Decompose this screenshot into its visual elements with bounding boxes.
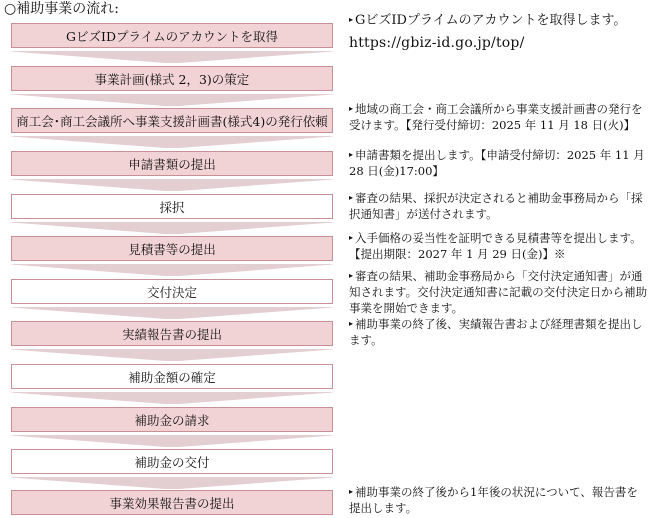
step-label: 商工会･商工会議所へ事業支援計画書(様式4)の発行依頼 (16, 113, 328, 129)
note-text: GビズIDプライムのアカウントを取得します。 (355, 13, 627, 28)
step-label: 補助金の請求 (134, 412, 210, 428)
bullet-icon: ▸ (349, 233, 354, 242)
note-estimate (349, 230, 649, 262)
step-grant-decision (11, 279, 333, 304)
step-label: 実績報告書の提出 (121, 326, 222, 342)
down-arrow-icon (11, 392, 333, 404)
note-text: 補助事業の終了後、実績報告書および経理書類を提出します。 (349, 317, 643, 347)
note-text: 地域の商工会・商工会議所から事業支援計画書の発行を受けます。【発行受付締切：2025 年 11 月 18 日(火)】 (349, 102, 643, 132)
step-amount-confirmation (11, 364, 333, 389)
down-arrow-icon (11, 307, 333, 319)
gbiz-url-link[interactable]: https://gbiz-id.go.jp/top/ (349, 35, 525, 51)
step-label: 交付決定 (146, 284, 197, 300)
step-support-plan-request (11, 108, 333, 133)
down-arrow-icon (11, 51, 333, 63)
down-arrow-icon (11, 179, 333, 191)
note-plan-request (349, 101, 649, 133)
step-label: 補助金の交付 (134, 454, 210, 470)
step-label: 事業効果報告書の提出 (109, 495, 235, 511)
step-grant-request (11, 407, 333, 432)
note-report (349, 316, 649, 348)
down-arrow-icon (11, 222, 333, 234)
step-business-plan (11, 66, 333, 91)
bullet-icon: ▸ (349, 104, 354, 113)
bullet-icon: ▸ (349, 150, 354, 159)
bullet-icon: ▸ (349, 319, 354, 328)
bullet-icon: ▸ (349, 15, 354, 24)
note-text: 申請書類を提出します。【申請受付締切：2025 年 11 月 28 日(金)17:00】 (349, 148, 645, 178)
note-gbiz (349, 9, 649, 54)
step-grant-payment (11, 449, 333, 474)
step-gbiz-account (11, 23, 333, 48)
step-label: 申請書類の提出 (128, 156, 216, 172)
note-text: 審査の結果、補助金事務局から「交付決定通知書」が通知されます。交付決定通知書に記載の交付決定日から補助事業を開始できます。 (349, 269, 648, 315)
step-label: 採択 (159, 199, 185, 215)
note-text: 審査の結果、採択が決定されると補助金事務局から「採択通知書」が送付されます。 (349, 191, 643, 221)
page-heading: ○補助事業の流れ: (4, 1, 119, 17)
note-adoption (349, 190, 649, 222)
step-label: 補助金額の確定 (128, 369, 216, 385)
step-performance-report (11, 321, 333, 346)
note-effect-report (349, 484, 649, 516)
down-arrow-icon (11, 349, 333, 361)
step-label: 事業計画(様式 2，3)の策定 (94, 71, 250, 87)
step-label: 見積書等の提出 (128, 241, 216, 257)
step-effect-report (11, 490, 333, 515)
down-arrow-icon (11, 94, 333, 106)
step-label: GビズIDプライムのアカウントを取得 (66, 28, 278, 44)
down-arrow-icon (11, 264, 333, 276)
down-arrow-icon (11, 136, 333, 148)
note-text: 入手価格の妥当性を証明できる見積書等を提出します。【提出期限：2027 年 1 月 29 日(金)】※ (349, 231, 642, 261)
note-text: 補助事業の終了後から1年後の状況について、報告書を提出します。 (349, 485, 638, 515)
note-grant-decision (349, 268, 649, 316)
down-arrow-icon (11, 435, 333, 447)
note-submit (349, 147, 649, 179)
down-arrow-icon (11, 477, 333, 489)
bullet-icon: ▸ (349, 271, 354, 280)
bullet-icon: ▸ (349, 193, 354, 202)
step-submit-application (11, 151, 333, 176)
step-adoption (11, 194, 333, 219)
bullet-icon: ▸ (349, 487, 354, 496)
step-submit-estimate (11, 236, 333, 261)
